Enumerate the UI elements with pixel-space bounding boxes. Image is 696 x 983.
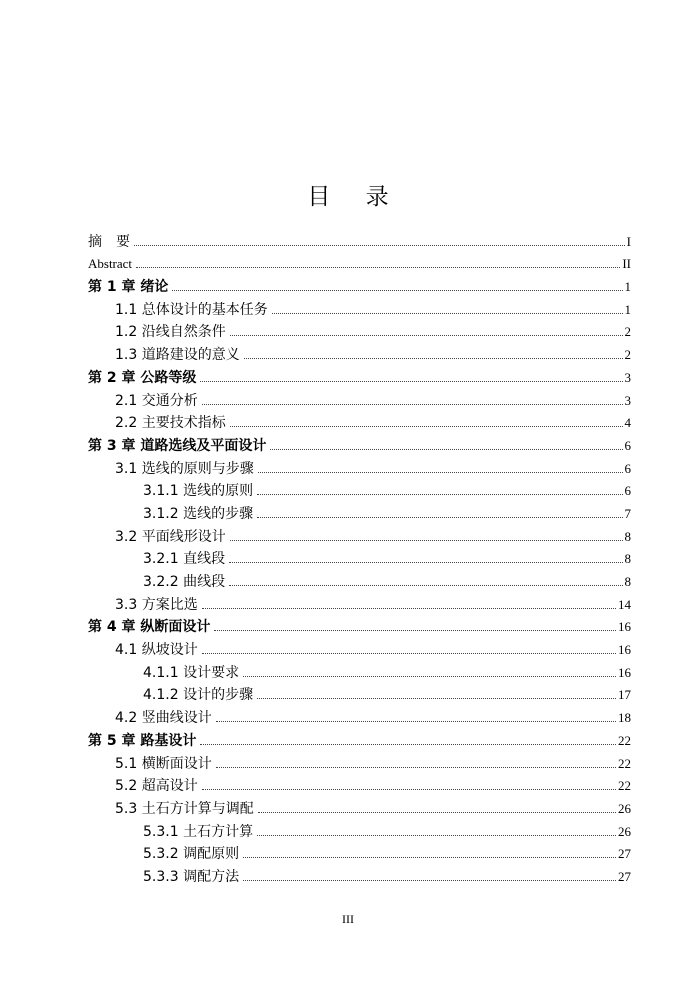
toc-entry-page: 14 — [618, 596, 631, 612]
toc-entry[interactable] — [88, 727, 631, 750]
toc-entry-page: 17 — [618, 687, 631, 703]
dot-leader — [270, 449, 622, 450]
toc-entry-label: 第 4 章 纵断面设计 — [88, 619, 211, 636]
toc-entry[interactable] — [88, 704, 631, 727]
toc-entry-label: 5.2 超高设计 — [115, 778, 198, 795]
toc-entry-label: 3.1 选线的原则与步骤 — [115, 460, 254, 477]
dot-leader — [229, 585, 622, 586]
toc-entry[interactable] — [88, 841, 631, 864]
toc-entry-label: 5.3.2 调配原则 — [143, 846, 240, 863]
toc-entry-label: 1.2 沿线自然条件 — [115, 324, 226, 341]
toc-entry-label: 1.1 总体设计的基本任务 — [115, 301, 268, 318]
dot-leader — [202, 653, 616, 654]
toc-entry[interactable] — [88, 432, 631, 455]
dot-leader — [244, 358, 623, 359]
toc-entry-label: 4.1.1 设计要求 — [143, 664, 240, 681]
toc-entry-page: 27 — [618, 846, 631, 862]
toc-entry-page: 4 — [624, 415, 631, 431]
toc-entry-label: 5.3 土石方计算与调配 — [115, 800, 254, 817]
toc-entry-label: 2.1 交通分析 — [115, 392, 198, 409]
toc-entry-page: 22 — [618, 755, 631, 771]
toc-entry-page: 3 — [624, 369, 631, 385]
toc-entry[interactable] — [88, 591, 631, 614]
toc-entry[interactable] — [88, 614, 631, 637]
toc-entry-page: 26 — [618, 800, 631, 816]
toc-entry[interactable] — [88, 500, 631, 523]
toc-entry[interactable] — [88, 319, 631, 342]
toc-entry-page: I — [626, 233, 631, 249]
dot-leader — [243, 880, 616, 881]
toc-entry[interactable] — [88, 659, 631, 682]
toc-entry-page: 16 — [618, 642, 631, 658]
toc-entry-label: 5.1 横断面设计 — [115, 755, 212, 772]
toc-entry-label: 5.3.1 土石方计算 — [143, 823, 254, 840]
dot-leader — [202, 789, 616, 790]
toc-entry-page: II — [622, 256, 631, 272]
toc-entry[interactable] — [88, 341, 631, 364]
toc-entry-label: 3.1.1 选线的原则 — [143, 483, 254, 500]
dot-leader — [216, 721, 616, 722]
toc-entry[interactable] — [88, 364, 631, 387]
toc-entry[interactable] — [88, 773, 631, 796]
dot-leader — [200, 744, 616, 745]
dot-leader — [136, 267, 620, 268]
toc-entry[interactable] — [88, 546, 631, 569]
toc-entry-label: 第 5 章 路基设计 — [88, 732, 197, 749]
toc-entry-label: 3.2 平面线形设计 — [115, 528, 226, 545]
page-number: III — [342, 912, 354, 926]
toc-entry-label: 2.2 主要技术指标 — [115, 415, 226, 432]
toc-entry-page: 6 — [624, 437, 631, 453]
toc-entry-page: 26 — [618, 823, 631, 839]
dot-leader — [257, 835, 616, 836]
toc-entry[interactable] — [88, 523, 631, 546]
toc-entry[interactable] — [88, 387, 631, 410]
dot-leader — [257, 698, 616, 699]
toc-entry[interactable] — [88, 818, 631, 841]
toc-entry-label: 5.3.3 调配方法 — [143, 868, 240, 885]
toc-entry-page: 1 — [624, 279, 631, 295]
toc-entry[interactable] — [88, 228, 631, 251]
toc-entry-page: 16 — [618, 619, 631, 635]
toc-entry-page: 22 — [618, 778, 631, 794]
dot-leader — [202, 608, 616, 609]
dot-leader — [230, 335, 623, 336]
toc-entry-label: 3.2.1 直线段 — [143, 551, 226, 568]
toc-entry-label: 第 1 章 绪论 — [88, 279, 169, 296]
dot-leader — [216, 767, 616, 768]
dot-leader — [272, 313, 623, 314]
toc-entry-page: 2 — [624, 347, 631, 363]
page-title: 目 录 — [307, 184, 403, 210]
toc-entry-label: 4.1 纵坡设计 — [115, 642, 198, 659]
toc-entry-page: 18 — [618, 710, 631, 726]
toc-entry-label: 摘 要 — [88, 233, 130, 250]
dot-leader — [134, 245, 625, 246]
toc-entry-label: Abstract — [88, 256, 133, 272]
toc-entry[interactable] — [88, 636, 631, 659]
toc-entry[interactable] — [88, 478, 631, 501]
toc-entry-page: 6 — [624, 483, 631, 499]
toc-entry[interactable] — [88, 682, 631, 705]
toc-entry-label: 4.1.2 设计的步骤 — [143, 687, 254, 704]
toc-entry[interactable] — [88, 273, 631, 296]
dot-leader — [200, 381, 622, 382]
toc-entry-label: 1.3 道路建设的意义 — [115, 347, 240, 364]
dot-leader — [258, 472, 623, 473]
toc-entry-label: 3.2.2 曲线段 — [143, 574, 226, 590]
toc-entry-label: 第 3 章 道路选线及平面设计 — [88, 437, 267, 454]
toc-entry-page: 8 — [624, 574, 631, 589]
toc-entry-page: 22 — [618, 732, 631, 748]
toc-entry-label: 4.2 竖曲线设计 — [115, 710, 212, 727]
table-of-contents — [88, 228, 631, 886]
toc-entry[interactable] — [88, 863, 631, 886]
dot-leader — [229, 562, 622, 563]
dot-leader — [172, 290, 622, 291]
toc-entry-page: 2 — [624, 324, 631, 340]
toc-entry-label: 3.3 方案比选 — [115, 596, 198, 613]
toc-entry-label: 3.1.2 选线的步骤 — [143, 505, 254, 522]
dot-leader — [258, 812, 616, 813]
dot-leader — [243, 857, 616, 858]
toc-entry-page: 1 — [624, 301, 631, 317]
dot-leader — [230, 426, 623, 427]
dot-leader — [243, 676, 616, 677]
toc-entry[interactable] — [88, 251, 631, 274]
toc-entry[interactable] — [88, 296, 631, 319]
dot-leader — [257, 517, 622, 518]
dot-leader — [257, 494, 622, 495]
dot-leader — [230, 540, 623, 541]
toc-entry-page: 6 — [624, 460, 631, 476]
toc-entry-page: 8 — [624, 528, 631, 544]
toc-entry-page: 8 — [624, 551, 631, 567]
toc-entry[interactable] — [88, 568, 631, 591]
toc-entry[interactable] — [88, 795, 631, 818]
toc-entry-page: 7 — [624, 505, 631, 521]
toc-entry-page: 27 — [618, 868, 631, 884]
dot-leader — [214, 630, 616, 631]
toc-entry[interactable] — [88, 750, 631, 773]
toc-entry-label: 第 2 章 公路等级 — [88, 369, 197, 386]
toc-entry[interactable] — [88, 410, 631, 433]
toc-entry[interactable] — [88, 455, 631, 478]
toc-entry-page: 16 — [618, 664, 631, 680]
dot-leader — [202, 404, 623, 405]
toc-entry-page: 3 — [624, 392, 631, 408]
